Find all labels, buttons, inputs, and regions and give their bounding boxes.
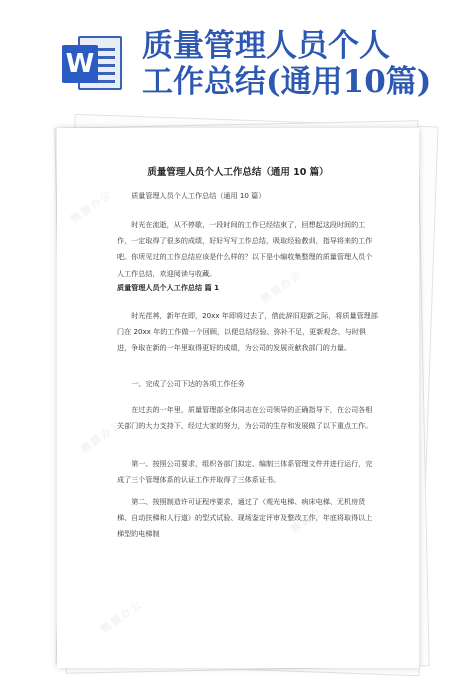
document-subtitle: 质量管理人员个人工作总结（通用 10 篇） [131, 191, 266, 200]
section-heading: 质量管理人员个人工作总结 篇 1 [117, 283, 220, 292]
watermark: 熊猫办公 [259, 268, 305, 306]
word-letter-icon: W [62, 45, 98, 83]
banner-title-line2: 工作总结(通用10篇) [142, 64, 432, 100]
document-title: 质量管理人员个人工作总结（通用 10 篇） [147, 167, 329, 178]
watermark: 熊猫办公 [79, 418, 125, 456]
section-paragraph-2: 在过去的一年里，质量管理部全体同志在公司领导的正确指导下，在公司各相关部门的大力支持下，经过大家的努力，为公司的生存和发展做了以下重点工作。 [117, 405, 373, 431]
watermark: 熊猫办公 [69, 188, 115, 226]
section-list-item: 一、完成了公司下达的各项工作任务 [131, 379, 245, 388]
banner-title [142, 28, 462, 100]
word-document-icon [62, 36, 124, 90]
section-paragraph-4: 第二、按照制造许可证程序要求，通过了（观光电梯、病床电梯、无机房货梯、自动扶梯和人行道）的型式试验、现场鉴定评审及整改工作，年底将取得以上梯型的电梯制 [117, 497, 373, 539]
section-paragraph-3: 第一、按照公司要求，组织各部门拟定、编制三体系管理文件并进行运行，完成了三个管理体系的认证工作并取得了三体系证书。 [117, 459, 373, 485]
intro-paragraph: 时光在流逝，从不停歇，一段时间的工作已经结束了，回想起这段时间的工作，一定取得了很多的成绩，好好写写工作总结，吸取经验教训，指导将来的工作吧。你所见过的工作总结应该是什么样的？以下是小编收集整理的质量管理人员个人工作总结，欢迎阅读与收藏。 [117, 220, 373, 278]
watermark: 熊猫办公 [289, 498, 335, 536]
watermark: 熊猫办公 [99, 598, 145, 636]
banner-title-line1: 质量管理人员个人 [142, 28, 390, 64]
section-paragraph-1: 时光荏苒，新年在即，20xx 年即将过去了，借此辞旧迎新之际，将质量管理部门在 20xx 年的工作做一个回顾，以便总结经验、弥补不足，更新观念、与时俱进，争取在新的一年里取得更好的成绩，为公司的发展贡献我部门的力量。 [117, 311, 378, 353]
document-page [57, 128, 419, 668]
document-banner [0, 0, 474, 110]
